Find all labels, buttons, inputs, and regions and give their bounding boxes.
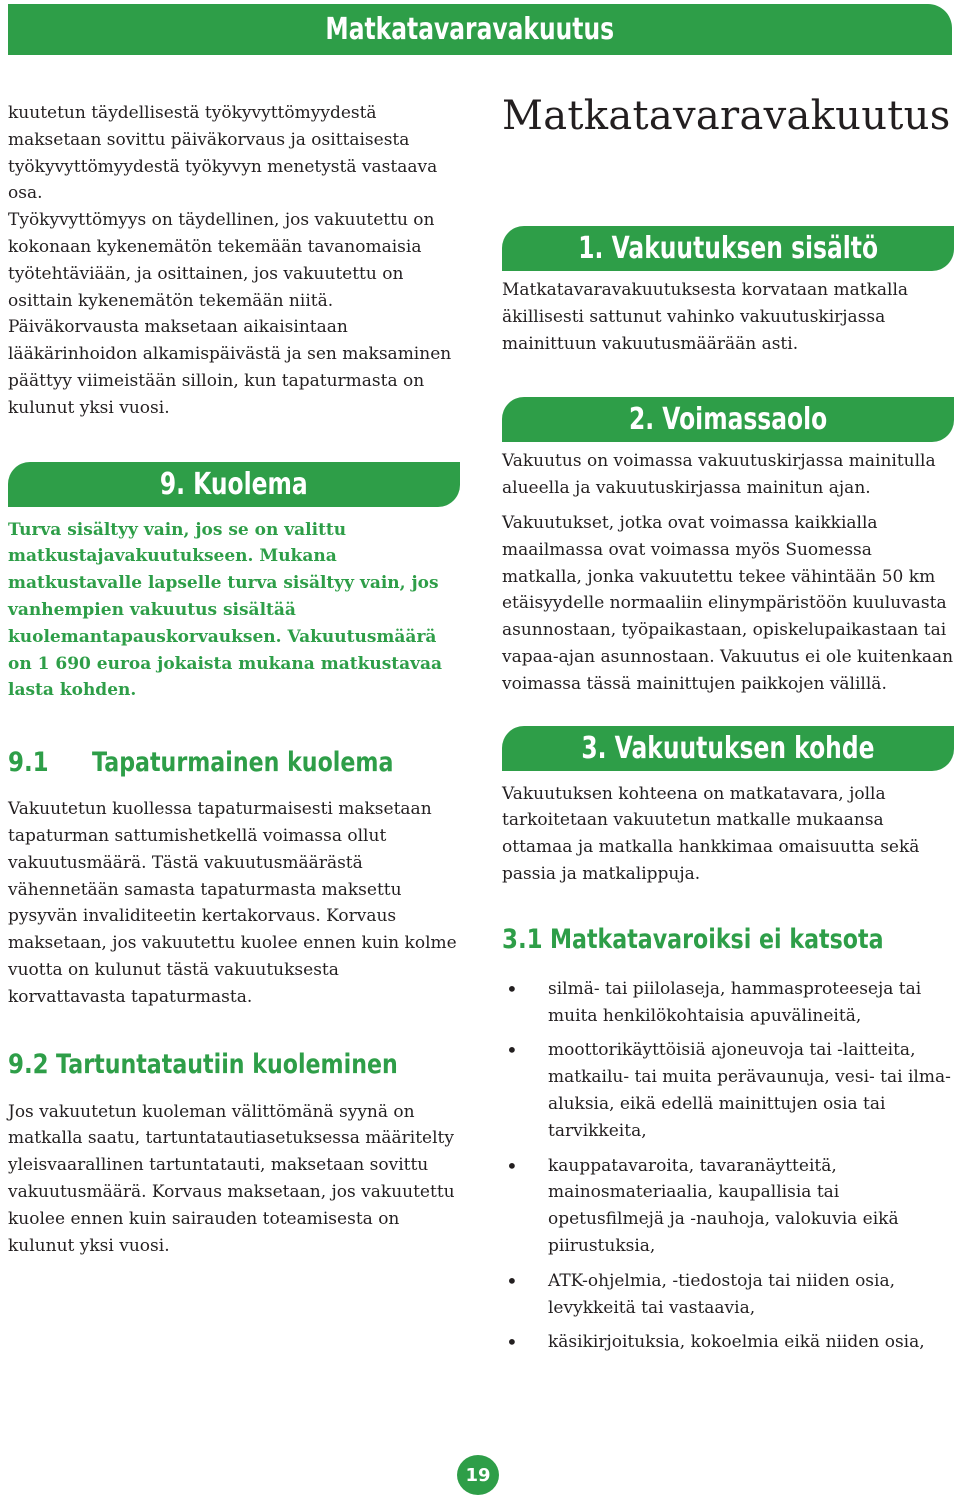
section-number: 3.1 — [502, 924, 543, 956]
left-column — [8, 100, 460, 1259]
list-item: • käsikirjoituksia, kokoelmia eikä niiden osia, — [502, 1329, 954, 1356]
right-column — [502, 92, 954, 1364]
section-number: 9.2 — [8, 1049, 49, 1081]
section-3-text: Vakuutuksen kohteena on matkatavara, jolla tarkoitetaan vakuutetun matkalle mukaansa ottamaa ja matkalla hankkimaa omaisuutta sekä passia ja matkalippuja. — [502, 783, 920, 884]
exclusion-list — [502, 976, 954, 1356]
section-9-2-text: Jos vakuutetun kuoleman välittömänä syynä on matkalla saatu, tartuntatautiasetuksessa määritelty yleisvaarallinen tartuntatauti, maksetaan sovittu vakuutusmäärä. Korvaus maksetaan, jos vakuutettu kuolee ennen kuin sairauden toteamisesta on kulunut yksi vuosi. — [8, 1101, 455, 1256]
section-3-title: 3. Vakuutuksen kohde — [581, 730, 875, 766]
section-9-1-heading — [8, 744, 460, 780]
section-title: Matkatavaroiksi ei katsota — [549, 924, 884, 956]
section-1-text: Matkatavaravakuutuksesta korvataan matkalla äkillisesti sattunut vahinko vakuutuskirjassa mainittuun vakuutusmäärään asti. — [502, 280, 909, 354]
page-title: Matkatavaravakuutus — [502, 93, 951, 139]
section-2-paragraph: Vakuutukset, jotka ovat voimassa kaikkialla maailmassa ovat voimassa myös Suomessa matkalla, jonka vakuutettu tekee vähintään 50 km etäisyydelle normaaliin elinympäristöön kuuluvasta asunnostaan, työpaikastaan, opiskelupaikastaan tai vapaa-ajan asunnostaan. Vakuutus ei ole kuitenkaan voimassa tässä mainittujen paikkojen välillä. — [502, 512, 954, 694]
section-3-1-heading — [502, 922, 954, 958]
section-9-title: 9. Kuolema — [160, 466, 308, 502]
list-item: • silmä- tai piilolaseja, hammasproteeseja tai muita henkilökohtaisia apuvälineitä, — [502, 976, 954, 1030]
section-title: Tartuntatautiin kuoleminen — [55, 1049, 398, 1081]
list-item: • kauppatavaroita, tavaranäytteitä, mainosmateriaalia, kaupallisia tai opetusfilmejä ja -nauhoja, valokuvia eikä piirustuksia, — [502, 1153, 954, 1260]
section-9-heading — [8, 462, 460, 507]
section-1-title: 1. Vakuutuksen sisältö — [578, 231, 878, 266]
section-number: 9.1 — [8, 746, 49, 778]
list-item: • moottorikäyttöisiä ajoneuvoja tai -laitteita, matkailu- tai muita perävaunuja, vesi- tai ilma-aluksia, eikä edellä mainittujen osia tai tarvikkeita, — [502, 1037, 954, 1144]
page-header — [8, 4, 952, 55]
section-3-heading — [502, 726, 954, 771]
section-2-paragraph: Vakuutus on voimassa vakuutuskirjassa mainitulla alueella ja vakuutuskirjassa mainitun ajan. — [502, 451, 936, 499]
paragraph: kuutetun täydellisestä työkyvyttömyydestä maksetaan sovittu päiväkorvaus ja osittaisesta työkyvyttömyydestä työkyvyn menetystä vastaava osa. — [8, 103, 438, 204]
section-2-title: 2. Voimassaolo — [628, 402, 828, 438]
header-title: Matkatavaravakuutus — [325, 12, 614, 47]
page-number: 19 — [457, 1455, 499, 1495]
section-1-heading — [502, 226, 954, 271]
section-9-2-heading — [8, 1047, 460, 1083]
paragraph: Päiväkorvausta maksetaan aikaisintaan lääkärinhoidon alkamispäivästä ja sen maksaminen päättyy viimeistään silloin, kun tapaturmasta on kulunut yksi vuosi. — [8, 317, 452, 418]
section-9-1-text: Vakuutetun kuollessa tapaturmaisesti maksetaan tapaturman sattumishetkellä voimassa ollut vakuutusmäärä. Tästä vakuutusmäärästä vähennetään samasta tapaturmasta maksettu pysyvän invaliditeetin kertakorvaus. Korvaus maksetaan, jos vakuutettu kuolee ennen kuin kolme vuotta on kulunut tästä vakuutuksesta korvattavasta tapaturmasta. — [8, 799, 457, 1007]
section-2-heading — [502, 397, 954, 442]
section-title: Tapaturmainen kuolema — [92, 746, 394, 778]
section-9-text: Turva sisältyy vain, jos se on valittu matkustajavakuutukseen. Mukana matkustavalle lapselle turva sisältyy vain, jos vanhempien vakuutus sisältää kuolemantapauskorvauksen. Vakuutusmäärä on 1 690 euroa jokaista mukana matkustavaa lasta kohden. — [8, 519, 443, 701]
list-item: • ATK-ohjelmia, -tiedostoja tai niiden osia, levykkeitä tai vastaavia, — [502, 1268, 954, 1322]
paragraph: Työkyvyttömyys on täydellinen, jos vakuutettu on kokonaan kykenemätön tekemään tavanomaisia työtehtäviään, ja osittainen, jos vakuutettu on osittain kykenemätön tekemään niitä. — [8, 210, 435, 311]
